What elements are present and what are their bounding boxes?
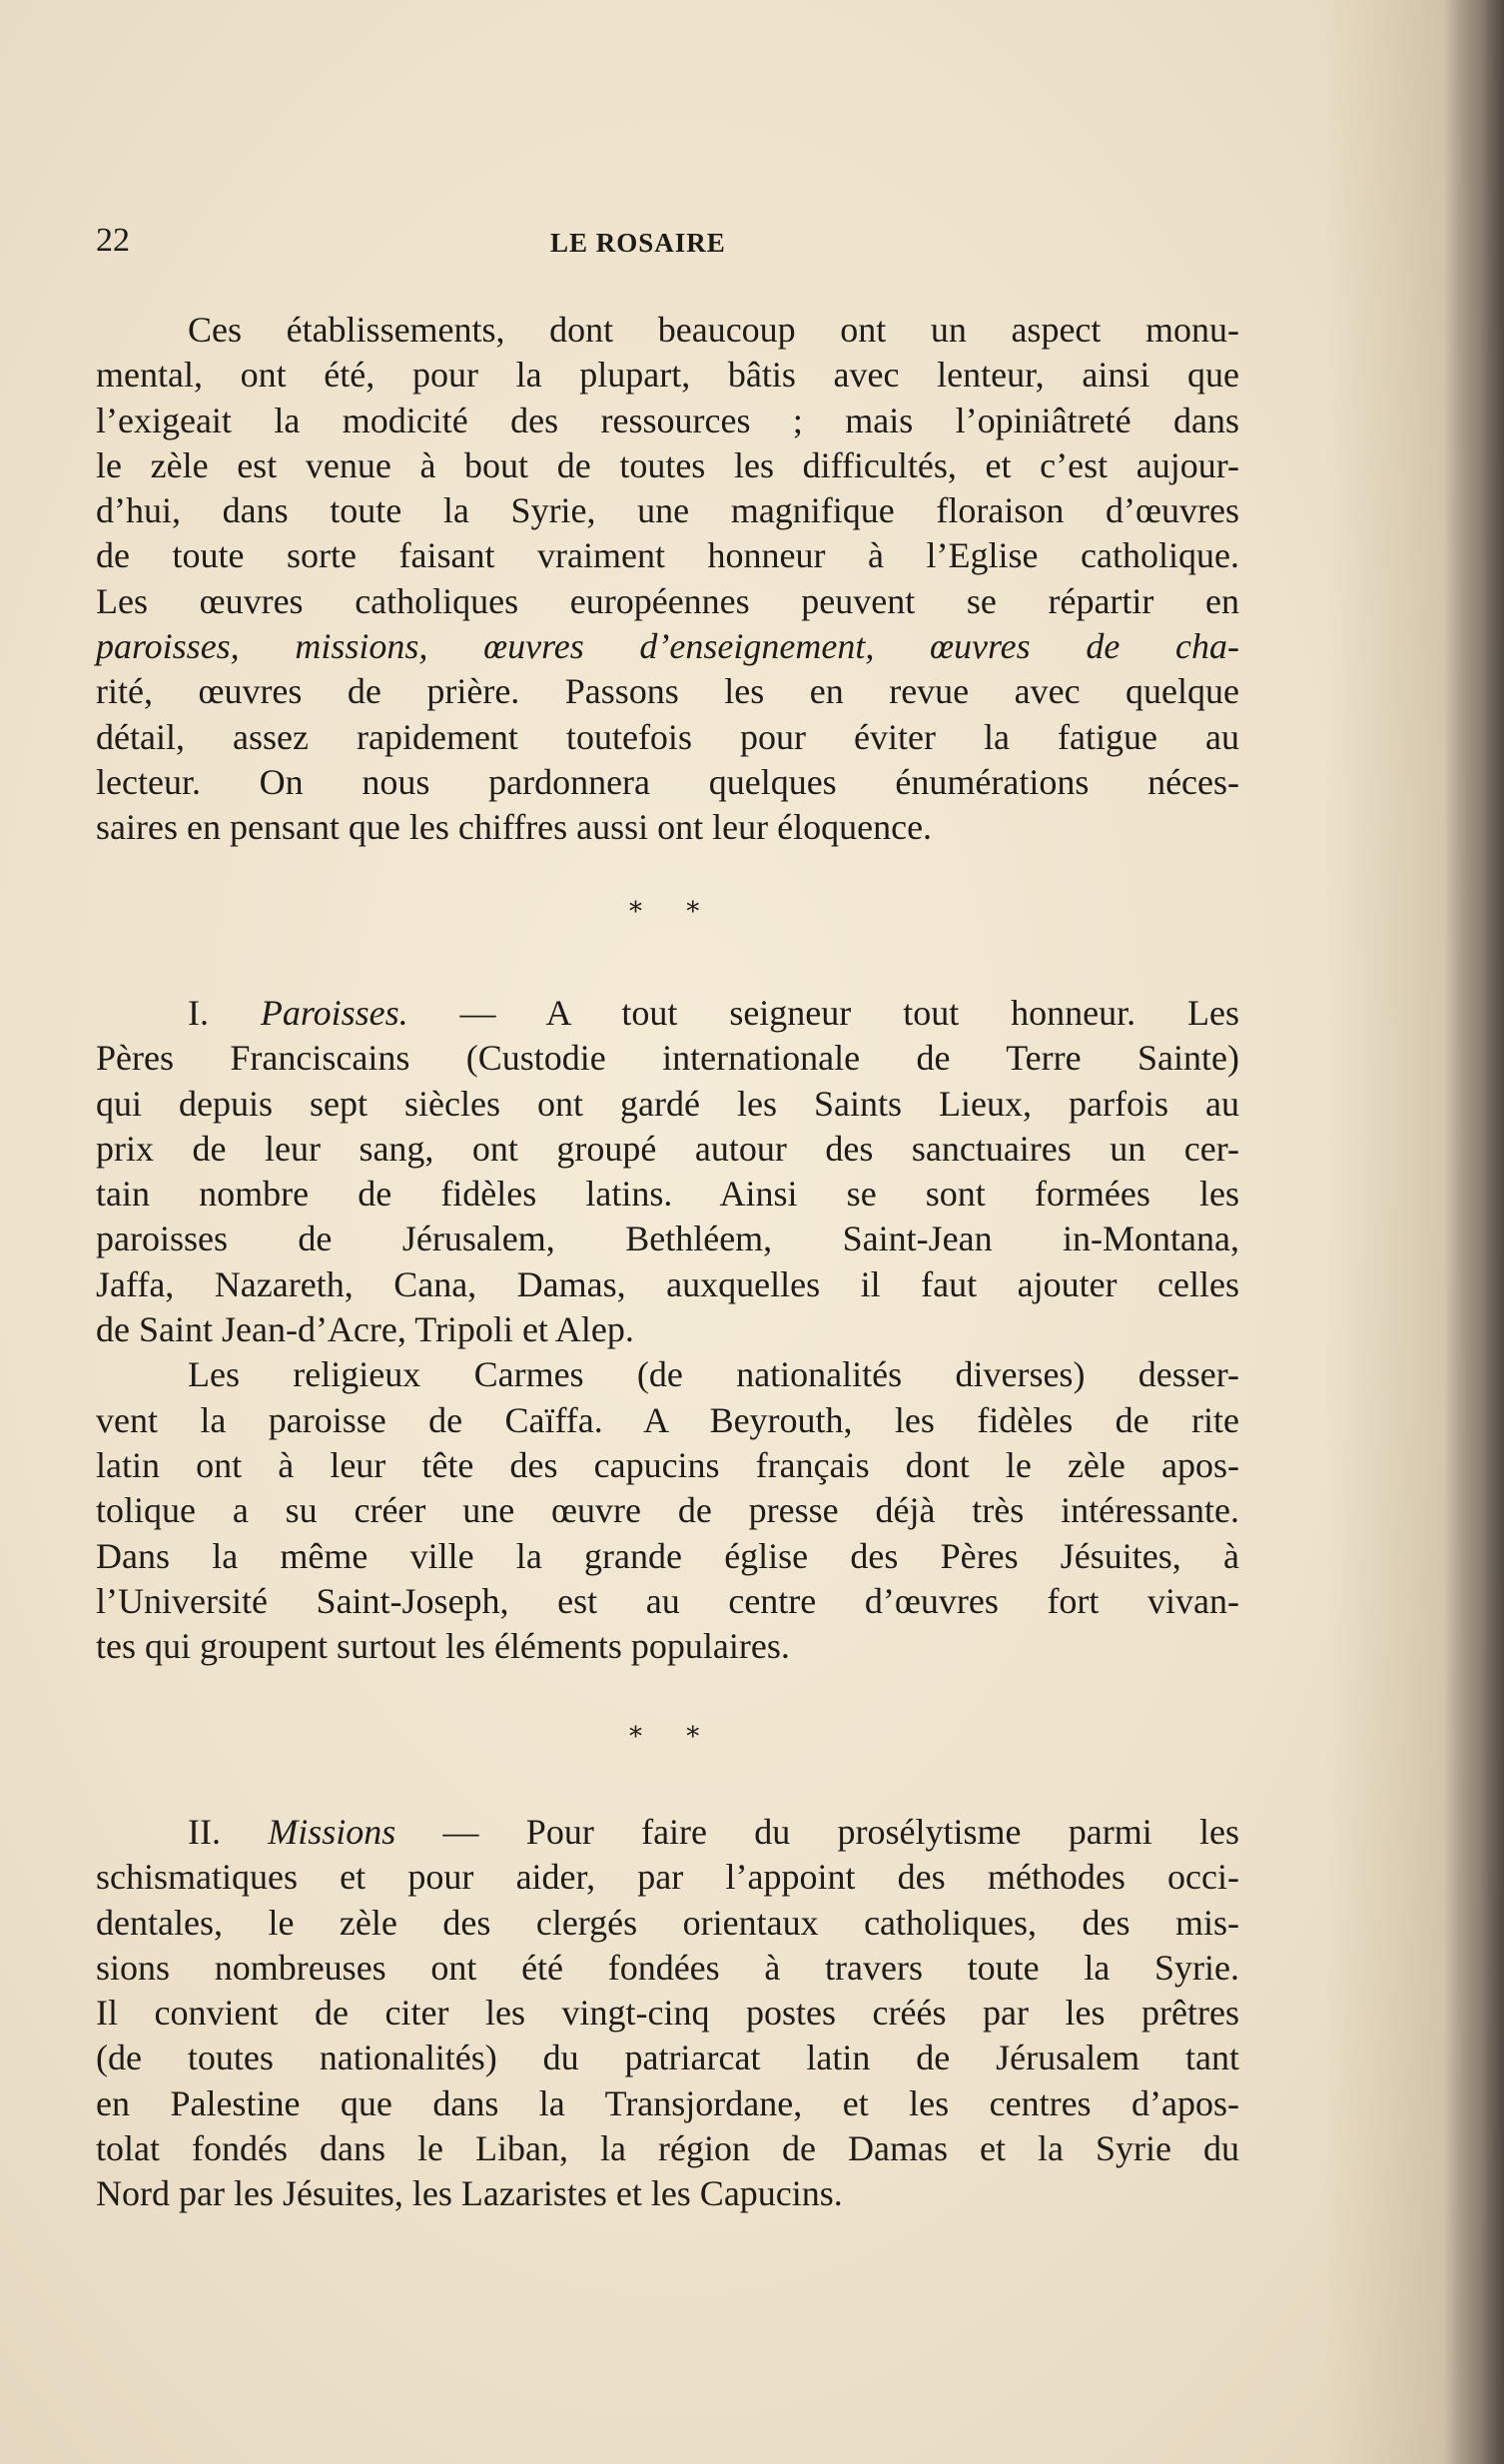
text-line: mental, ont été, pour la plupart, bâtis avec lenteur, ainsi que [96,355,1239,396]
text-line: Pères Franciscains (Custodie internationale de Terre Sainte) [96,1038,1239,1079]
text-line: Ces établissements, dont beaucoup ont un aspect monu- [188,310,1239,350]
text-line: Les œuvres catholiques européennes peuvent se répartir en [96,580,1239,621]
text-line: tolat fondés dans le Liban, la région de Damas et la Syrie du [96,2128,1239,2169]
section-first-line: — A tout seigneur tout honneur. Les [459,993,1239,1033]
text-line: rité, œuvres de prière. Passons les en revue avec quelque [96,671,1239,712]
text-line: qui depuis sept siècles ont gardé les Saints Lieux, parfois au [96,1083,1239,1124]
section-heading-line [96,1810,1239,1855]
text-line: en Palestine que dans la Transjordane, et les centres d’apos- [96,2082,1239,2123]
text-line: paroisses de Jérusalem, Bethléem, Saint-Jean in-Montana, [96,1219,1239,1259]
section-heading-line [96,991,1239,1036]
text-line: l’exigeait la modicité des ressources ; mais l’opiniâtreté dans [96,400,1239,440]
section-first-line: — Pour faire du prosélytisme parmi les [442,1812,1239,1852]
text-line: tes qui groupent surtout les éléments populaires. [96,1626,790,1667]
section-title: Missions [268,1812,396,1852]
section-number: I. [188,993,209,1033]
text-line: paroisses, missions, œuvres d’enseignement, œuvres de cha- [96,626,1239,667]
text-line: Les religieux Carmes (de nationalités diverses) desser- [188,1354,1239,1395]
text-line: lecteur. On nous pardonnera quelques énumérations néces- [96,761,1239,802]
text-line: Dans la même ville la grande église des Pères Jésuites, à [96,1535,1239,1576]
section-missions [96,1810,1239,2217]
section-asterism: * * [629,897,718,927]
text-line: l’Université Saint-Joseph, est au centre d’œuvres fort vivan- [96,1580,1239,1621]
text-line: schismatiques et pour aider, par l’appoint des méthodes occi- [96,1857,1239,1898]
text-line: Nord par les Jésuites, les Lazaristes et les Capucins. [96,2173,843,2214]
text-line: détail, assez rapidement toutefois pour éviter la fatigue au [96,716,1239,757]
text-line: sions nombreuses ont été fondées à travers toute la Syrie. [96,1947,1239,1988]
page-number: 22 [96,222,130,259]
text-line: Jaffa, Nazareth, Cana, Damas, auxquelles il faut ajouter celles [96,1263,1239,1304]
text-line: tain nombre de fidèles latins. Ainsi se sont formées les [96,1174,1239,1215]
text-line: dentales, le zèle des clergés orientaux catholiques, des mis- [96,1902,1239,1943]
page-edge-shadow [1444,0,1504,2464]
text-line: Il convient de citer les vingt-cinq postes créés par les prêtres [96,1993,1239,2034]
section-title: Paroisses. [260,993,408,1033]
text-line: prix de leur sang, ont groupé autour des sanctuaires un cer- [96,1128,1239,1169]
section-asterism: * * [629,1722,718,1752]
section-paroisses [96,991,1239,1669]
section-number: II. [188,1812,221,1852]
text-line: le zèle est venue à bout de toutes les difficultés, et c’est aujour- [96,444,1239,485]
paragraph-intro [96,308,1239,851]
text-line: de Saint Jean-d’Acre, Tripoli et Alep. [96,1309,634,1350]
text-line: tolique a su créer une œuvre de presse déjà très intéressante. [96,1490,1239,1531]
running-head: LE ROSAIRE [550,228,726,258]
text-line: (de toutes nationalités) du patriarcat latin de Jérusalem tant [96,2038,1239,2078]
text-line: vent la paroisse de Caïffa. A Beyrouth, les fidèles de rite [96,1399,1239,1440]
text-line: saires en pensant que les chiffres aussi ont leur éloquence. [96,807,933,848]
page-header [96,222,1239,262]
text-line: de toute sorte faisant vraiment honneur à l’Eglise catholique. [96,535,1239,576]
text-line: d’hui, dans toute la Syrie, une magnifique floraison d’œuvres [96,490,1239,531]
text-line: latin ont à leur tête des capucins français dont le zèle apos- [96,1444,1239,1485]
